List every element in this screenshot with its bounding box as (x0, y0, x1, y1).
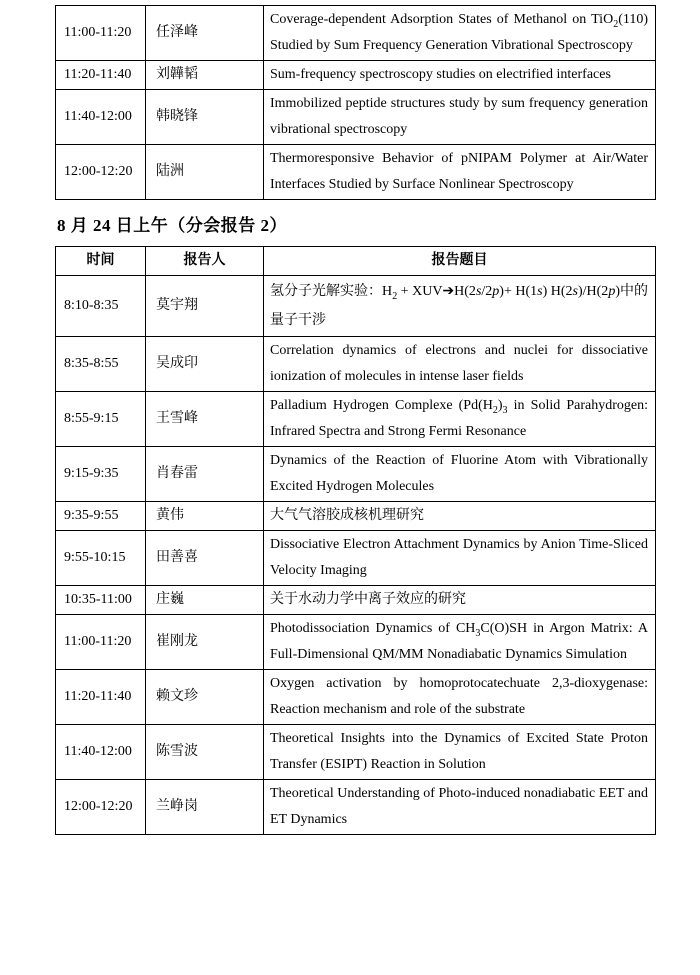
table-row (56, 337, 656, 392)
table-row (56, 392, 656, 447)
title-cell: Dynamics of the Reaction of Fluorine Atom with Vibrationally Excited Hydrogen Molecules (264, 447, 656, 502)
speaker-cell: 刘韡韬 (146, 61, 264, 90)
speaker-cell: 王雪峰 (146, 392, 264, 447)
title-cell: 氢分子光解实验：$H_2$ + XUV➔H(2s/2p)+ H(1s) H(2s)/H(2p)中的量子干涉 (264, 276, 656, 337)
section-heading: 8 月 24 日上午（分会报告 2） (57, 216, 287, 235)
table-row (56, 780, 656, 835)
title-cell: Thermoresponsive Behavior of pNIPAM Polymer at Air/Water Interfaces Studied by Surface Nonlinear Spectroscopy (264, 145, 656, 200)
time-cell: 9:55-10:15 (56, 531, 146, 586)
time-cell: 11:40-12:00 (56, 90, 146, 145)
speaker-cell: 崔刚龙 (146, 615, 264, 670)
time-cell: 8:35-8:55 (56, 337, 146, 392)
title-cell: Palladium Hydrogen Complexe ($Pd(H_2)_3$ in Solid Parahydrogen: Infrared Spectra and Strong Fermi Resonance (264, 392, 656, 447)
time-cell: 8:55-9:15 (56, 392, 146, 447)
session2-table (55, 246, 656, 835)
title-cell: Theoretical Understanding of Photo-induced nonadiabatic EET and ET Dynamics (264, 780, 656, 835)
title-cell: Coverage-dependent Adsorption States of Methanol on TiO$_2$(110) Studied by Sum Frequency Generation Vibrational Spectroscopy (264, 6, 656, 61)
time-cell: 8:10-8:35 (56, 276, 146, 337)
speaker-cell: 吴成印 (146, 337, 264, 392)
col-header-time: 时间 (56, 247, 146, 276)
header-row (56, 247, 656, 276)
title-cell: Immobilized peptide structures study by sum frequency generation vibrational spectroscopy (264, 90, 656, 145)
speaker-cell: 陆洲 (146, 145, 264, 200)
title-cell: Sum-frequency spectroscopy studies on electrified interfaces (264, 61, 656, 90)
time-cell: 11:40-12:00 (56, 725, 146, 780)
speaker-cell: 黄伟 (146, 502, 264, 531)
speaker-cell: 赖文珍 (146, 670, 264, 725)
speaker-cell: 莫宇翔 (146, 276, 264, 337)
title-cell: Theoretical Insights into the Dynamics of Excited State Proton Transfer (ESIPT) Reaction in Solution (264, 725, 656, 780)
speaker-cell: 任泽峰 (146, 6, 264, 61)
table-row (56, 586, 656, 615)
time-cell: 11:00-11:20 (56, 6, 146, 61)
table-row (56, 502, 656, 531)
table-row (56, 447, 656, 502)
table-row (56, 725, 656, 780)
col-header-title: 报告题目 (264, 247, 656, 276)
speaker-cell: 庄巍 (146, 586, 264, 615)
time-cell: 11:20-11:40 (56, 61, 146, 90)
speaker-cell: 肖春雷 (146, 447, 264, 502)
table-row (56, 90, 656, 145)
table-row (56, 615, 656, 670)
time-cell: 12:00-12:20 (56, 145, 146, 200)
speaker-cell: 韩晓锋 (146, 90, 264, 145)
table-row (56, 145, 656, 200)
table-row (56, 276, 656, 337)
session1-table (55, 5, 656, 200)
time-cell: 12:00-12:20 (56, 780, 146, 835)
time-cell: 11:00-11:20 (56, 615, 146, 670)
speaker-cell: 陈雪波 (146, 725, 264, 780)
title-cell: 大气气溶胶成核机理研究 (264, 502, 656, 531)
table-header (56, 247, 656, 276)
time-cell: 11:20-11:40 (56, 670, 146, 725)
time-cell: 10:35-11:00 (56, 586, 146, 615)
speaker-cell: 兰峥岗 (146, 780, 264, 835)
title-cell: Dissociative Electron Attachment Dynamics by Anion Time-Sliced Velocity Imaging (264, 531, 656, 586)
title-cell: Photodissociation Dynamics of $CH_3C(O)SH$ in Argon Matrix: A Full-Dimensional QM/MM Nonadiabatic Dynamics Simulation (264, 615, 656, 670)
time-cell: 9:15-9:35 (56, 447, 146, 502)
table-row (56, 6, 656, 61)
table-row (56, 670, 656, 725)
speaker-cell: 田善喜 (146, 531, 264, 586)
table-row (56, 531, 656, 586)
title-cell: 关于水动力学中离子效应的研究 (264, 586, 656, 615)
title-cell: Oxygen activation by homoprotocatechuate 2,3-dioxygenase: Reaction mechanism and role of the substrate (264, 670, 656, 725)
table-row (56, 61, 656, 90)
time-cell: 9:35-9:55 (56, 502, 146, 531)
col-header-speaker: 报告人 (146, 247, 264, 276)
title-cell: Correlation dynamics of electrons and nuclei for dissociative ionization of molecules in intense laser fields (264, 337, 656, 392)
